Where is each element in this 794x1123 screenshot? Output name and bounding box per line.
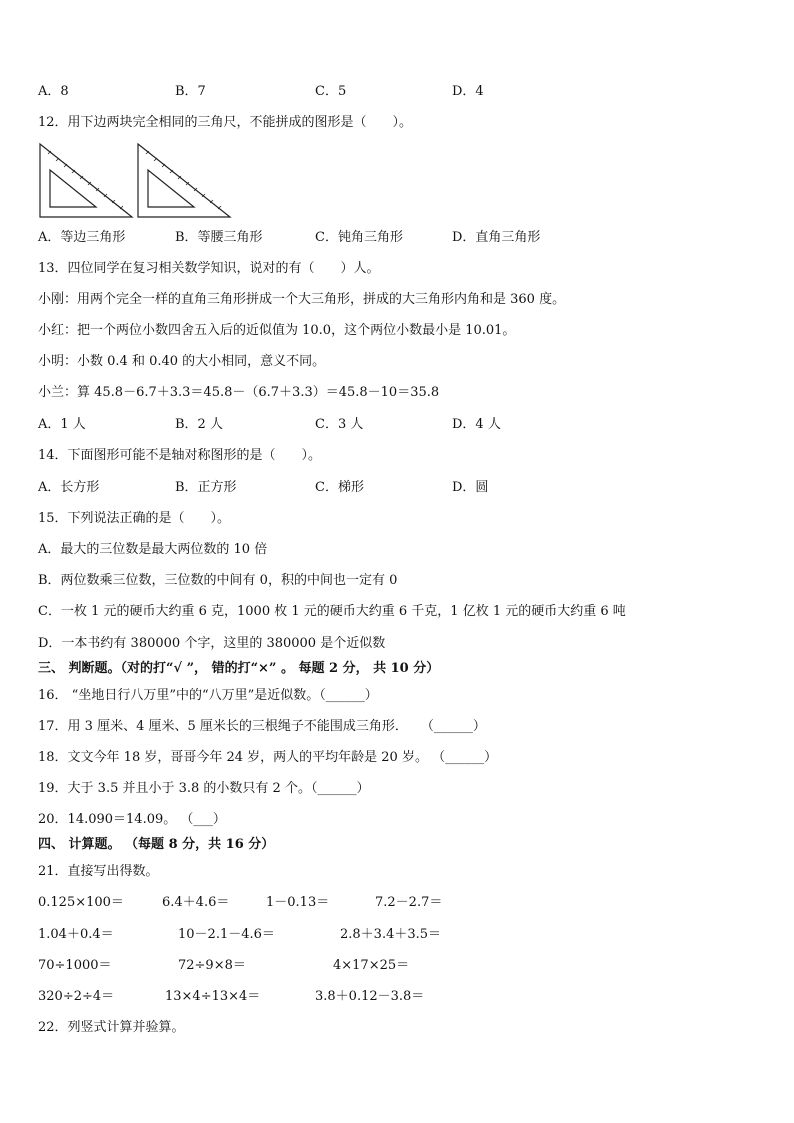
judgment-item: 17．用 3 厘米、4 厘米、5 厘米长的三根绳子不能围成三角形． （______）: [38, 719, 486, 734]
q14-stem: 14．下面图形可能不是轴对称图形的是（ ）。: [38, 448, 322, 463]
triangle-ruler-2: [138, 144, 230, 217]
judgment-item: 19．大于 3.5 并且小于 3.8 的小数只有 2 个。（______）: [38, 781, 370, 796]
calc-item: 0.125×100＝: [38, 895, 124, 910]
judgment-item: 18．文文今年 18 岁，哥哥今年 24 岁，两人的平均年龄是 20 岁。 （______）: [38, 750, 498, 765]
q11-option-b: B．7: [175, 84, 206, 99]
calc-item: 3.8＋0.12－3.8＝: [315, 989, 425, 1004]
calc-item: 70÷1000＝: [38, 958, 112, 973]
calc-item: 2.8＋3.4＋3.5＝: [340, 927, 442, 942]
q14-option-a: A．长方形: [38, 480, 100, 495]
q15-option-b: B．两位数乘三位数，三位数的中间有 0，积的中间也一定有 0: [38, 573, 398, 588]
q12-option-c: C．钝角三角形: [315, 230, 403, 245]
calc-item: 13×4÷13×4＝: [165, 989, 261, 1004]
calc-item: 6.4＋4.6＝: [162, 895, 230, 910]
calc-item: 10－2.1－4.6＝: [178, 927, 275, 942]
q12-option-b: B．等腰三角形: [175, 230, 263, 245]
q14-option-c: C．梯形: [315, 480, 364, 495]
triangle-rulers-figure: [38, 140, 234, 220]
q15-option-a: A．最大的三位数是最大两位数的 10 倍: [38, 542, 268, 557]
q12-stem: 12．用下边两块完全相同的三角尺，不能拼成的图形是（ ）。: [38, 115, 413, 130]
q11-option-a: A．8: [38, 84, 69, 99]
q13-stem: 13．四位同学在复习相关数学知识，说对的有（ ）人。: [38, 261, 380, 276]
q11-option-c: C．5: [315, 84, 347, 99]
q14-option-b: B．正方形: [175, 480, 237, 495]
q13-statement: 小刚：用两个完全一样的直角三角形拼成一个大三角形，拼成的大三角形内角和是 360 度。: [38, 292, 566, 307]
section-3-heading: 三、 判断题。（对的打“√ ”， 错的打“×” 。 每题 2 分， 共 10 分）: [38, 661, 440, 676]
q13-option-b: B．2 人: [175, 417, 223, 432]
calc-item: 1.04＋0.4＝: [38, 927, 114, 942]
calc-item: 1－0.13＝: [266, 895, 330, 910]
q15-stem: 15．下列说法正确的是（ ）。: [38, 511, 231, 526]
q13-option-c: C．3 人: [315, 417, 364, 432]
calc-item: 4×17×25＝: [333, 958, 410, 973]
q12-option-a: A．等边三角形: [38, 230, 126, 245]
q21-stem: 21．直接写出得数。: [38, 864, 159, 879]
judgment-item: 20．14.090＝14.09。 （___）: [38, 812, 226, 827]
calc-item: 72÷9×8＝: [178, 958, 246, 973]
q13-option-a: A．1 人: [38, 417, 86, 432]
q13-statement: 小明：小数 0.4 和 0.40 的大小相同，意义不同。: [38, 354, 326, 369]
q14-option-d: D．圆: [452, 480, 489, 495]
q13-statement: 小红：把一个两位小数四舍五入后的近似值为 10.0，这个两位小数最小是 10.01。: [38, 323, 516, 338]
judgment-item: 16． “坐地日行八万里”中的“八万里”是近似数。（______）: [38, 688, 378, 703]
q13-statement: 小兰：算 45.8－6.7＋3.3＝45.8－（6.7＋3.3）＝45.8－10＝35.8: [38, 385, 440, 400]
section-4-heading: 四、 计算题。 （每题 8 分，共 16 分）: [38, 837, 275, 852]
triangle-ruler-1: [40, 144, 132, 217]
q11-option-d: D．4: [452, 84, 484, 99]
q15-option-d: D．一本书约有 380000 个字，这里的 380000 是个近似数: [38, 636, 386, 651]
q13-option-d: D．4 人: [452, 417, 501, 432]
q22-stem: 22．列竖式计算并验算。: [38, 1020, 185, 1035]
calc-item: 320÷2÷4＝: [38, 989, 115, 1004]
q15-option-c: C．一枚 1 元的硬币大约重 6 克，1000 枚 1 元的硬币大约重 6 千克，1 亿枚 1 元的硬币大约重 6 吨: [38, 604, 626, 619]
q12-option-d: D．直角三角形: [452, 230, 541, 245]
calc-item: 7.2－2.7＝: [375, 895, 443, 910]
